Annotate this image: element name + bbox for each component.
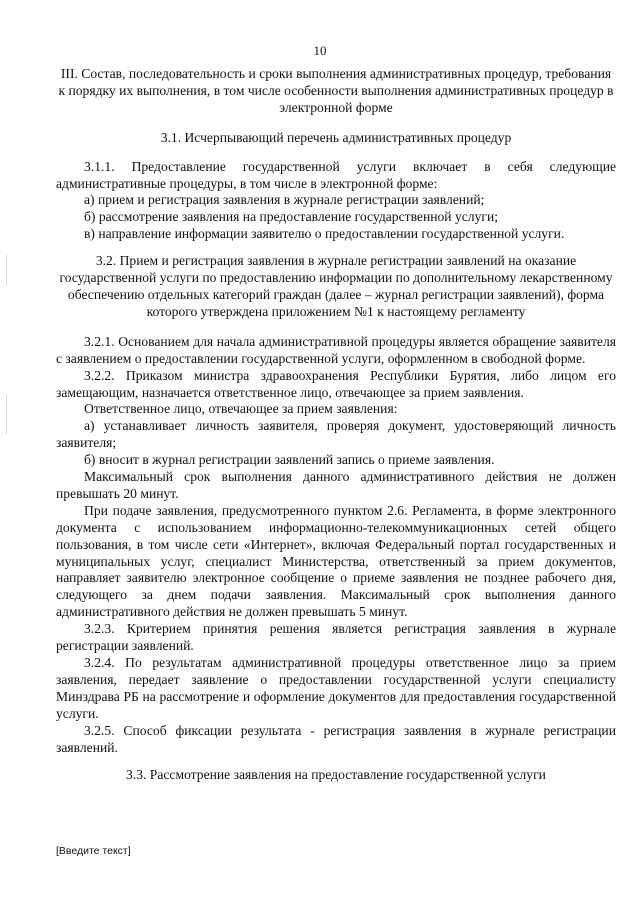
page-number: 10	[313, 43, 327, 58]
list-item-b: б) рассмотрение заявления на предоставление государственной услуги;	[84, 209, 499, 225]
paragraph-3-1-1: 3.1.1. Предоставление государственной услуги включает в себя следующие административные процедуры, в том числе в электронной форме:	[56, 158, 616, 191]
paragraph-max-time-1: Максимальный срок выполнения данного административного действия не должен превышать 20 минут.	[56, 469, 616, 501]
scan-margin-mark	[6, 395, 7, 435]
responsible-item-b: б) вносит в журнал регистрации заявлений запись о приеме заявления.	[84, 452, 495, 468]
subheading-3-1: 3.1. Исчерпывающий перечень административных процедур	[160, 129, 512, 145]
scan-margin-mark	[6, 255, 7, 285]
paragraph-electronic: При подаче заявления, предусмотренного пунктом 2.6. Регламента, в форме электронного документа с использованием информационно-телекоммуникационных сетей общего пользования, в том числе сети «Интернет», включая Федеральный портал государственных и муниципальных услуг, специалист Министерства, ответственный за прием документов, направляет заявителю электронное сообщение о приеме заявления не позднее рабочего дня, следующего за днем подачи заявления. Максимальный срок выполнения данного административного действия не должен превышать 5 минут.	[56, 502, 616, 620]
list-item-a: а) прием и регистрация заявления в журнале регистрации заявлений;	[84, 192, 485, 208]
paragraph-3-2-5: 3.2.5. Способ фиксации результата - регистрация заявления в журнале регистрации заявлений.	[56, 722, 616, 755]
subheading-3-2: 3.2. Прием и регистрация заявления в журнале регистрации заявлений на оказание государственной услуги по предоставлению информации по дополнительному лекарственному обеспечению отдельных категорий граждан (далее – журнал регистрации заявлений), форма которого утверждена приложением №1 к настоящему регламенту	[59, 253, 613, 319]
paragraph-3-2-4: 3.2.4. По результатам административной процедуры ответственное лицо за прием заявления, передает заявление о предоставлении государственной услуги специалисту Минздрава РБ на рассмотрение и оформление документов для предоставления государственной услуги.	[56, 655, 616, 721]
responsible-item-a: а) устанавливает личность заявителя, проверяя документ, удостоверяющий личность заявителя;	[56, 418, 616, 451]
paragraph-responsible: Ответственное лицо, отвечающее за прием заявления:	[84, 401, 398, 417]
paragraph-3-2-2: 3.2.2. Приказом министра здравоохранения Республики Бурятия, либо лицом его замещающим, назначается ответственное лицо, отвечающее за прием заявления.	[56, 367, 616, 400]
section-heading: III. Состав, последовательность и сроки выполнения административных процедур, требования к порядку их выполнения, в том числе особенности выполнения административных процедур в электронной форме	[58, 66, 614, 115]
paragraph-3-2-1: 3.2.1. Основанием для начала административной процедуры является обращение заявителя с заявлением о предоставлении государственной услуги, оформленном в свободной форме.	[56, 333, 616, 366]
paragraph-3-2-3: 3.2.3. Критерием принятия решения является регистрация заявления в журнале регистрации заявлений.	[56, 621, 616, 654]
document-body	[56, 66, 616, 784]
list-item-c: в) направление информации заявителю о предоставлении государственной услуги.	[84, 226, 565, 242]
footer-placeholder: [Введите текст]	[56, 845, 131, 857]
subheading-3-3: 3.3. Рассмотрение заявления на предоставление государственной услуги	[126, 767, 546, 783]
